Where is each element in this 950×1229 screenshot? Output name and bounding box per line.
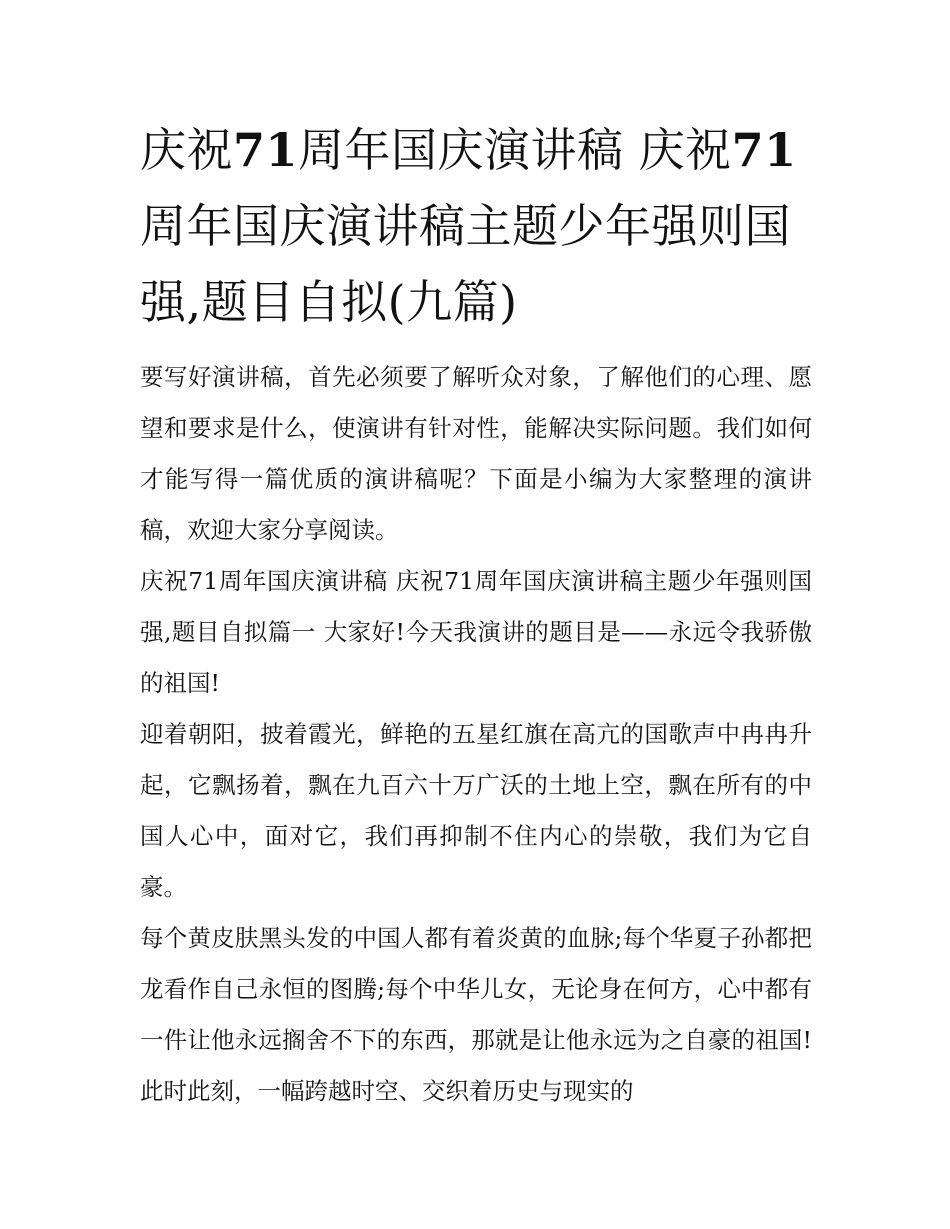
paragraph-speech-heading: 庆祝71周年国庆演讲稿 庆祝71周年国庆演讲稿主题少年强则国强,题目自拟篇一 大家好!今天我演讲的题目是——永远令我骄傲的祖国! — [140, 567, 812, 697]
paragraph-heritage: 每个黄皮肤黑头发的中国人都有着炎黄的血脉;每个华夏子孙都把龙看作自己永恒的图腾;每个中华儿女，无论身在何方，心中都有一件让他永远搁舍不下的东西，那就是让他永远为之自豪的祖国!此时此刻，一幅跨越时空、交织着历史与现实的 — [140, 924, 812, 1105]
paragraph-flag: 迎着朝阳，披着霞光，鲜艳的五星红旗在高亢的国歌声中冉冉升起，它飘扬着，飘在九百六十万广沃的土地上空，飘在所有的中国人心中，面对它，我们再抑制不住内心的崇敬，我们为它自豪。 — [140, 720, 812, 901]
document-body — [140, 112, 812, 1117]
paragraph-intro: 要写好演讲稿，首先必须要了解听众对象，了解他们的心理、愿望和要求是什么，使演讲有针对性，能解决实际问题。我们如何才能写得一篇优质的演讲稿呢？下面是小编为大家整理的演讲稿，欢迎大家分享阅读。 — [140, 363, 812, 544]
document-title: 庆祝71周年国庆演讲稿 庆祝71周年国庆演讲稿主题少年强则国强,题目自拟(九篇) — [140, 123, 797, 329]
